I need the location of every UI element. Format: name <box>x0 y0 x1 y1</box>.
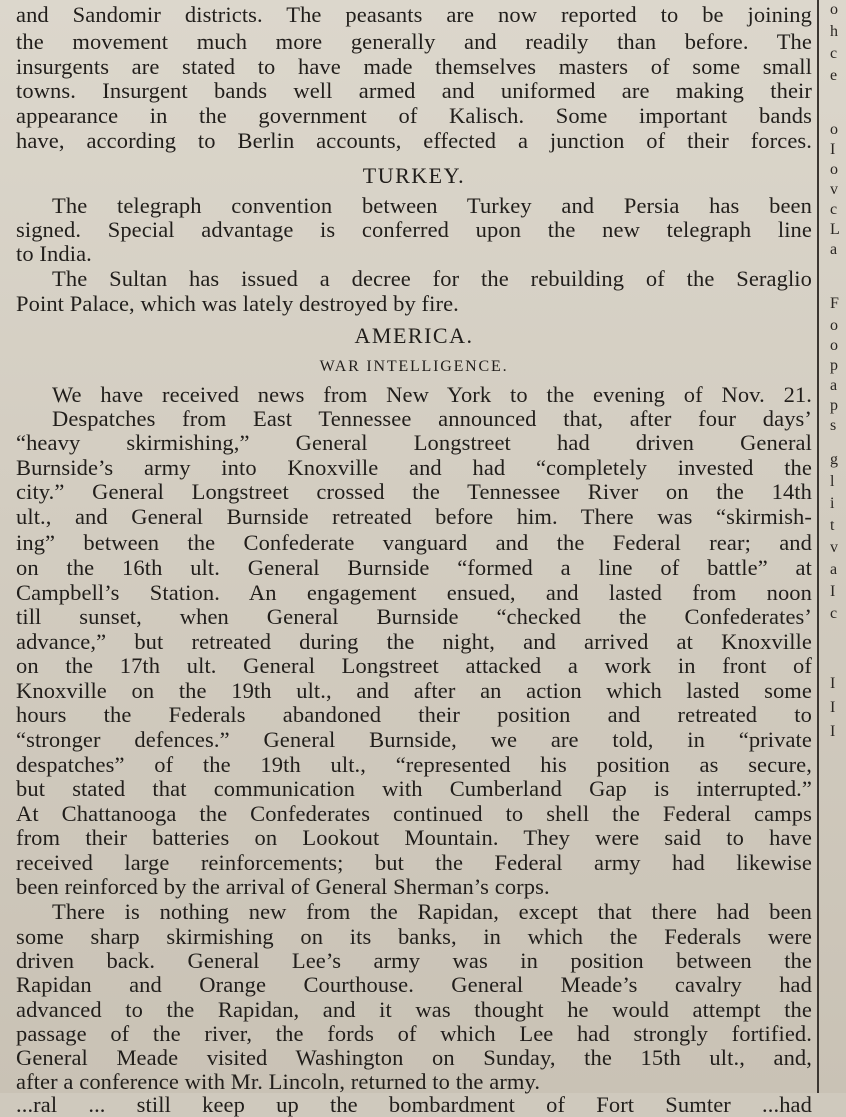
turkey-line: signed. Special advantage is conferred upon the new telegraph line <box>16 217 812 242</box>
america-line: We have received news from New York to the evening of Nov. 21. <box>52 382 812 407</box>
america-line: Campbell’s Station. An engagement ensued, and lasted from noon <box>16 580 812 605</box>
fragment-letter: h <box>830 23 838 40</box>
fragment-letter: p <box>830 397 838 414</box>
america-line: passage of the river, the fords of which Lee had strongly fortified. <box>16 1021 812 1046</box>
turkey-line: The Sultan has issued a decree for the rebuilding of the Seraglio <box>52 266 812 291</box>
fragment-letter: a <box>830 561 838 578</box>
fragment-letter: e <box>830 67 838 84</box>
fragment-letter: a <box>830 377 838 394</box>
america-line: ult., and General Burnside retreated before him. There was “skirmish- <box>16 504 812 529</box>
america-line: on the 16th ult. General Burnside “formed a line of battle” at <box>16 555 812 580</box>
america-line: from their batteries on Lookout Mountain. They were said to have <box>16 825 812 850</box>
fragment-letter: c <box>830 45 838 62</box>
america-line: driven back. General Lee’s army was in position between the <box>16 948 812 973</box>
fragment-letter: I <box>830 699 836 716</box>
intro-line: have, according to Berlin accounts, effected a junction of their forces. <box>16 128 812 153</box>
america-line: despatches” of the 19th ult., “represented his position as secure, <box>16 752 812 777</box>
america-heading: AMERICA. <box>354 323 474 348</box>
america-line: city.” General Longstreet crossed the Tennessee River on the 14th <box>16 479 812 504</box>
america-line: received large reinforcements; but the Federal army had likewise <box>16 850 812 875</box>
america-line: after a conference with Mr. Lincoln, returned to the army. <box>16 1069 541 1094</box>
fragment-letter: i <box>830 495 835 512</box>
america-line: Knoxville on the 19th ult., and after an action which lasted some <box>16 678 812 703</box>
america-line: hours the Federals abandoned their position and retreated to <box>16 702 812 727</box>
war-intelligence-subheading: WAR INTELLIGENCE. <box>319 358 509 375</box>
fragment-letter: a <box>830 241 838 258</box>
fragment-letter: o <box>830 337 838 354</box>
america-line: At Chattanooga the Confederates continued to shell the Federal camps <box>16 801 812 826</box>
intro-line: the movement much more generally and readily than before. The <box>16 29 812 54</box>
america-line: “heavy skirmishing,” General Longstreet had driven General <box>16 430 812 455</box>
article-column <box>16 0 812 1117</box>
america-line: There is nothing new from the Rapidan, except that there had been <box>52 899 812 924</box>
fragment-letter: o <box>830 1 838 18</box>
america-line: Burnside’s army into Knoxville and had “completely invested the <box>16 455 812 480</box>
america-line: but stated that communication with Cumberland Gap is interrupted.” <box>16 776 812 801</box>
intro-line: insurgents are stated to have made themselves masters of some small <box>16 54 812 79</box>
fragment-letter: o <box>830 161 838 178</box>
america-line: ...ral ... still keep up the bombardment of Fort Sumter ...had <box>16 1092 812 1117</box>
america-line: Despatches from East Tennessee announced that, after four days’ <box>52 406 812 431</box>
fragment-letter: c <box>830 605 838 622</box>
fragment-letter: I <box>830 675 836 692</box>
america-line: till sunset, when General Burnside “checked the Confederates’ <box>16 604 812 629</box>
fragment-letter: F <box>830 295 839 312</box>
america-line: Rapidan and Orange Courthouse. General Meade’s cavalry had <box>16 972 812 997</box>
america-line: “stronger defences.” General Burnside, we are told, in “private <box>16 727 812 752</box>
fragment-letter: L <box>830 221 840 238</box>
america-line: on the 17th ult. General Longstreet attacked a work in front of <box>16 653 812 678</box>
fragment-letter: t <box>830 517 835 534</box>
fragment-letter: v <box>830 181 838 198</box>
america-line: advance,” but retreated during the night, and arrived at Knoxville <box>16 629 812 654</box>
fragment-letter: I <box>830 583 836 600</box>
turkey-heading: TURKEY. <box>362 163 466 188</box>
intro-line: and Sandomir districts. The peasants are now reported to be joining <box>16 2 812 27</box>
fragment-letter: o <box>830 121 838 138</box>
fragment-letter: I <box>830 723 836 740</box>
turkey-line: The telegraph convention between Turkey and Persia has been <box>52 193 812 218</box>
fragment-letter: p <box>830 357 838 374</box>
america-line: some sharp skirmishing on its banks, in which the Federals were <box>16 924 812 949</box>
intro-line: appearance in the government of Kalisch. Some important bands <box>16 103 812 128</box>
fragment-letter: I <box>830 141 836 158</box>
america-line: been reinforced by the arrival of General Sherman’s corps. <box>16 874 550 899</box>
adjacent-column-fragments <box>826 0 846 1093</box>
fragment-letter: l <box>830 473 835 490</box>
fragment-letter: s <box>830 417 837 434</box>
turkey-line: Point Palace, which was lately destroyed by fire. <box>16 291 459 316</box>
intro-line: towns. Insurgent bands well armed and uniformed are making their <box>16 78 812 103</box>
column-divider <box>817 0 819 1093</box>
fragment-letter: c <box>830 201 838 218</box>
fragment-letter: g <box>830 451 838 468</box>
america-line: ing” between the Confederate vanguard and the Federal rear; and <box>16 530 812 555</box>
turkey-line: to India. <box>16 241 92 266</box>
fragment-letter: o <box>830 317 838 334</box>
america-line: advanced to the Rapidan, and it was thought he would attempt the <box>16 997 812 1022</box>
fragment-letter: v <box>830 539 838 556</box>
america-line: General Meade visited Washington on Sunday, the 15th ult., and, <box>16 1045 812 1070</box>
